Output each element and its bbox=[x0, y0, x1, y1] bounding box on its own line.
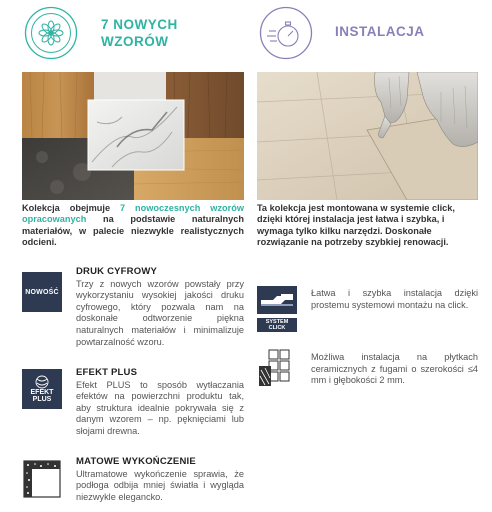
installation-title: INSTALACJA bbox=[335, 24, 425, 39]
feature-tile-install-text: Możliwa instalacja na płytkach ceramicznych z fugami o szerokości ≤4 mm i głębokości 2 mm. bbox=[311, 352, 478, 386]
feature-digital-print bbox=[22, 266, 244, 358]
feature-digital-print-text: DRUK CYFROWY Trzy z nowych wzorów powstały przy wykorzystaniu wysokiej jakości druku cyfrowego, który pozwala nam na doskonałe odtworzenie piękna naturalnych materiałów i minimalizuje powtarzalność wzoru. bbox=[76, 266, 244, 347]
system-click-icon: SYSTEM CLICK bbox=[257, 286, 297, 326]
installation-photo bbox=[257, 72, 478, 200]
left-column bbox=[22, 0, 244, 512]
feature-efekt-plus bbox=[22, 367, 244, 447]
matte-finish-icon bbox=[22, 459, 62, 499]
feature-system-click bbox=[257, 284, 478, 334]
collection-intro: Kolekcja obejmuje 7 nowoczesnych wzorów opracowanych na podstawie naturalnych materiałów, w palecie niezwykle realistycznych odcieni. bbox=[22, 203, 244, 247]
right-column bbox=[257, 0, 478, 512]
feature-tile-install bbox=[257, 348, 478, 398]
new-patterns-title: 7 NOWYCH WZORÓW bbox=[101, 17, 178, 49]
efekt-plus-badge-icon: EFEKT PLUS bbox=[22, 369, 62, 409]
feature-system-click-text: Łatwa i szybka instalacja dzięki prostemu systemowi montażu na click. bbox=[311, 288, 478, 310]
stopwatch-tool-icon bbox=[259, 6, 313, 60]
nowosc-badge-icon: NOWOŚĆ bbox=[22, 272, 62, 312]
patterns-collage-image bbox=[22, 72, 244, 200]
feature-efekt-plus-text: EFEKT PLUS Efekt PLUS to sposób wytłaczania efektów na powierzchni produktu tak, aby struktura idealnie pokrywała się z danym wzorem – np. pęknięciami lub słojami drewna. bbox=[76, 367, 244, 436]
tile-install-icon bbox=[257, 348, 297, 388]
left-header bbox=[22, 0, 244, 64]
feature-matte-finish bbox=[22, 456, 244, 510]
right-header bbox=[257, 0, 478, 64]
texture-swirl-icon bbox=[33, 375, 51, 389]
feature-matte-finish-text: MATOWE WYKOŃCZENIE Ultramatowe wykończenie sprawia, że podłoga odbija mniej światła i wygląda niezwykle elegancko. bbox=[76, 456, 244, 502]
click-joint-icon bbox=[257, 286, 297, 314]
installation-intro: Ta kolekcja jest montowana w systemie click, dzięki której instalacja jest łatwa i szybka, i wymaga tylko kilku narzędzi. Doskonałe rozwiązanie na potrzeby szybkiej renowacji. bbox=[257, 203, 455, 247]
flower-badge-icon bbox=[24, 6, 78, 60]
